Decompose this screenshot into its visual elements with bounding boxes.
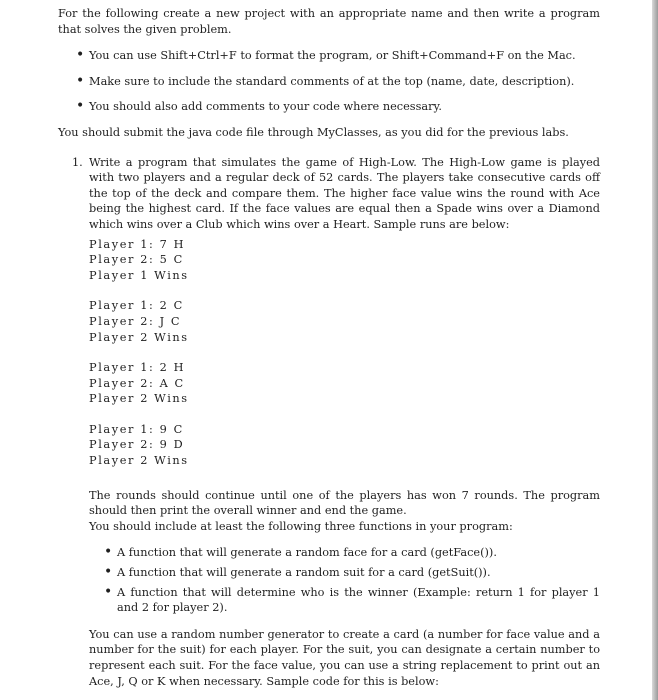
sample-line: Player 1: 9 C bbox=[89, 422, 184, 436]
sample-line: Player 2: J C bbox=[89, 314, 182, 328]
problem-number: 1. bbox=[72, 155, 83, 169]
sample-run bbox=[89, 422, 600, 469]
sample-line: Player 1: 2 C bbox=[89, 299, 184, 313]
sample-line: Player 1 Wins bbox=[89, 268, 189, 282]
sample-run bbox=[89, 360, 600, 407]
sample-line: Player 2 Wins bbox=[89, 454, 189, 468]
requirement-item: • You can use Shift+Ctrl+F to format the program, or Shift+Command+F on the Mac. bbox=[89, 48, 600, 64]
random-generator-paragraph: You can use a random number generator to create a card (a number for face value and a number for the suit) for each player. For the suit, you can designate a certain number to represent each suit. For the face value, you can use a string replacement to print out an Ace, J, Q or K when necessary. Sample code for this is below: bbox=[89, 627, 600, 688]
problem-description: Write a program that simulates the game of High-Low. The High-Low game is played with two players and a regular deck of 52 cards. The players take consecutive cards off the top of the deck and compare them. The higher face value wins the round with Ace being the highest card. If the face values are equal then a Spade wins over a Diamond which wins over a Club which wins over a Heart. Sample runs are below: bbox=[89, 155, 600, 231]
function-item: • A function that will determine who is the winner (Example: return 1 for player 1 and 2 for player 2). bbox=[117, 585, 600, 616]
sample-line: Player 1: 2 H bbox=[89, 361, 186, 375]
sample-line: Player 2: 5 C bbox=[89, 253, 184, 267]
requirement-item: • You should also add comments to your code where necessary. bbox=[89, 99, 600, 115]
problem-1 bbox=[58, 155, 600, 690]
function-item: • A function that will generate a random suit for a card (getSuit()). bbox=[117, 565, 600, 581]
assignment-document bbox=[58, 6, 600, 689]
sample-run bbox=[89, 237, 600, 284]
sample-runs bbox=[89, 237, 600, 469]
sample-run bbox=[89, 298, 600, 345]
sample-line: Player 2: 9 D bbox=[89, 438, 185, 452]
page-edge-rule bbox=[652, 0, 658, 700]
requirement-item: • Make sure to include the standard comments of at the top (name, date, description). bbox=[89, 74, 600, 90]
sample-line: Player 2: A C bbox=[89, 376, 185, 390]
sample-line: Player 2 Wins bbox=[89, 330, 189, 344]
requirements-list bbox=[58, 48, 600, 115]
function-item: • A function that will generate a random face for a card (getFace()). bbox=[117, 545, 600, 561]
submit-note: You should submit the java code file through MyClasses, as you did for the previous labs. bbox=[58, 125, 569, 139]
functions-intro: You should include at least the following three functions in your program: bbox=[89, 519, 513, 533]
rounds-paragraph: The rounds should continue until one of the players has won 7 rounds. The program should then print the overall winner and end the game. bbox=[89, 488, 600, 518]
intro-paragraph: For the following create a new project with an appropriate name and then write a program that solves the given problem. bbox=[58, 7, 600, 36]
sample-line: Player 1: 7 H bbox=[89, 237, 186, 251]
functions-list bbox=[89, 545, 600, 615]
sample-line: Player 2 Wins bbox=[89, 392, 189, 406]
